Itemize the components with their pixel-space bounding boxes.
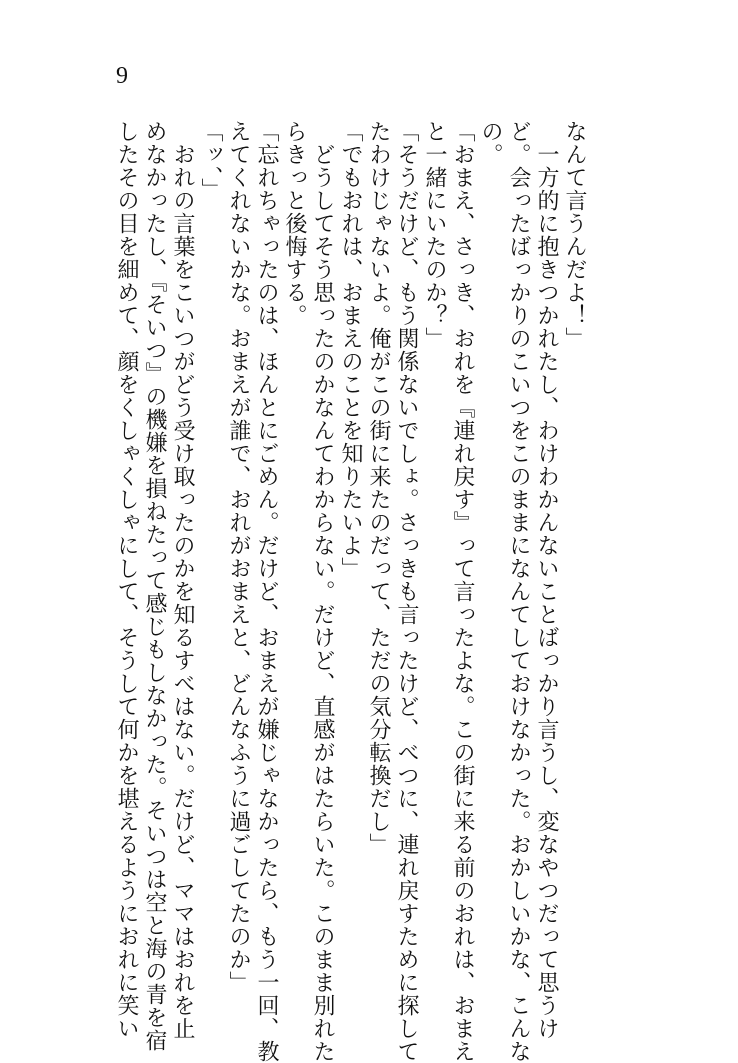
text-line: 「ッ、」	[198, 120, 223, 201]
text-line: 一方的に抱きつかれたし、わけわかんないことばっかり言うし、変なやつだって思うけ	[534, 120, 559, 1040]
text-line: 「でもおれは、おまえのことを知りたいよ」	[338, 120, 363, 580]
text-line: たわけじゃないよ。俺がこの街に来たのだって、ただの気分転換だし」	[366, 120, 391, 856]
text-line: 「そうだけど、もう関係ないでしょ。さっきも言ったけど、べつに、連れ戻すために探して	[394, 120, 419, 1063]
text-line: なんて言うんだよ！」	[562, 120, 587, 350]
text-line: めなかったし、『そいつ』の機嫌を損ねたって感じもしなかった。そいつは空と海の青を宿	[142, 120, 167, 1052]
text-line: ど。会ったばっかりのこいつをこのままになんてしておけなかった。おかしいかな、こんな	[506, 120, 531, 1063]
text-line: どうしてそう思ったのかなんてわからない。だけど、直感がはたらいた。このまま別れた	[310, 120, 335, 1063]
text-line: 「忘れちゃったのは、ほんとにごめん。だけど、おまえが嫌じゃなかったら、もう一回、教	[254, 120, 279, 1063]
text-line: おれの言葉をこいつがどう受け取ったのかを知るすべはない。だけど、ママはおれを止	[170, 120, 195, 1040]
text-line: らきっと後悔する。	[282, 120, 307, 327]
text-line: 「おまえ、さっき、おれを『連れ戻す』って言ったよな。この街に来る前のおれは、おまえ	[450, 120, 475, 1063]
text-line: の。	[478, 120, 503, 166]
page-number: 9	[116, 63, 128, 89]
text-line: えてくれないかな。おまえが誰で、おれがおまえと、どんなふうに過ごしてたのか」	[226, 120, 251, 994]
body-text	[114, 120, 588, 1063]
text-line: したその目を細めて、顔をくしゃくしゃにして、そうして何かを堪えるようにおれに笑い	[114, 120, 139, 1040]
text-line: と一緒にいたのか？」	[422, 120, 447, 350]
